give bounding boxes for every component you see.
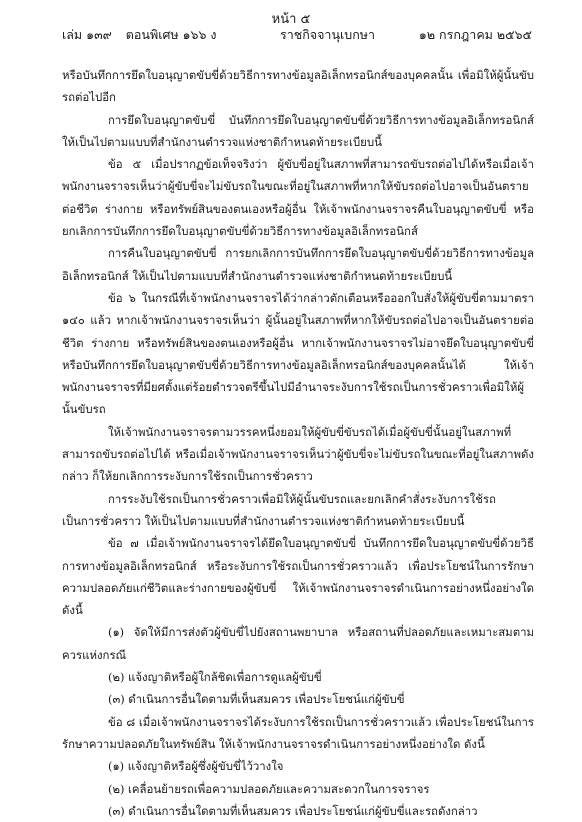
special-section-label: ตอนพิเศษ ๑๖๖ ง	[125, 27, 217, 42]
clause-7: ข้อ ๗ เมื่อเจ้าพนักงานจราจรได้ยึดใบอนุญาตขับขี่ บันทึกการยึดใบอนุญาตขับขี่ด้วยวิธีการทางข้อมูลอิเล็กทรอนิกส์ หรือระงับการใช้รถเป็นการชั่วคราวแล้ว เพื่อประโยชน์ในการรักษาความปลอดภัยแก่ชีวิตและร่างกายของผู้ขับขี่ ให้เจ้าพนักงานจราจรดำเนินการอย่างหนึ่งอย่างใด ดังนี้	[62, 536, 534, 618]
volume-label: เล่ม ๑๓๙	[62, 27, 112, 42]
document-body	[62, 64, 534, 822]
clause-5: ข้อ ๕ เมื่อปรากฏข้อเท็จจริงว่า ผู้ขับขี่อยู่ในสภาพที่สามารถขับรถต่อไปได้หรือเมื่อเจ้าพนักงานจราจรเห็นว่าผู้ขับขี่จะไม่ขับรถในขณะที่อยู่ในสภาพที่หากให้ขับรถต่อไปอาจเป็นอันตรายต่อชีวิต ร่างกาย หรือทรัพย์สินของตนเองหรือผู้อื่น ให้เจ้าพนักงานจราจรคืนใบอนุญาตขับขี่ หรือยกเลิกการบันทึกการยึดใบอนุญาตขับขี่ด้วยวิธีการทางข้อมูลอิเล็กทรอนิกส์	[62, 157, 534, 239]
list-item: (๒) เคลื่อนย้ายรถเพื่อความปลอดภัยและความสะดวกในการจราจร	[108, 781, 430, 796]
paragraph: การคืนใบอนุญาตขับขี่ การยกเลิกการบันทึกการยึดใบอนุญาตขับขี่ด้วยวิธีการทางข้อมูลอิเล็กทรอนิกส์ ให้เป็นไปตามแบบที่สำนักงานตำรวจแห่งชาติกำหนดท้ายระเบียบนี้	[62, 246, 534, 283]
paragraph: ให้เจ้าพนักงานจราจรตามวรรคหนึ่งยอมให้ผู้ขับขี่ขับรถได้เมื่อผู้ขับขี่นั้นอยู่ในสภาพที่สามารถขับรถต่อไปได้ หรือเมื่อเจ้าพนักงานจราจรเห็นว่าผู้ขับขี่จะไม่ขับรถในขณะที่อยู่ในสภาพดังกล่าว ก็ให้ยกเลิกการระงับการใช้รถเป็นการชั่วคราว	[62, 424, 534, 484]
list-item: (๑) จัดให้มีการส่งตัวผู้ขับขี่ไปยังสถานพยาบาล หรือสถานที่ปลอดภัยและเหมาะสมตามควรแห่งกรณี	[62, 625, 534, 662]
paragraph: การยึดใบอนุญาตขับขี่ บันทึกการยึดใบอนุญาตขับขี่ด้วยวิธีการทางข้อมูลอิเล็กทรอนิกส์ ให้เป็นไปตามแบบที่สำนักงานตำรวจแห่งชาติกำหนดท้ายระเบียบนี้	[62, 112, 534, 149]
list-item: (๓) ดำเนินการอื่นใดตามที่เห็นสมควร เพื่อประโยชน์แก่ผู้ขับขี่และรถดังกล่าว	[108, 803, 478, 818]
clause-8: ข้อ ๘ เมื่อเจ้าพนักงานจราจรได้ระงับการใช้รถเป็นการชั่วคราวแล้ว เพื่อประโยชน์ในการรักษาความปลอดภัยในทรัพย์สิน ให้เจ้าพนักงานจราจรดำเนินการอย่างหนึ่งอย่างใด ดังนี้	[62, 714, 534, 751]
clause-6: ข้อ ๖ ในกรณีที่เจ้าพนักงานจราจรได้ว่ากล่าวตักเตือนหรือออกใบสั่งให้ผู้ขับขี่ตามมาตรา ๑๔๐ แล้ว หากเจ้าพนักงานจราจรเห็นว่า ผู้นั้นอยู่ในสภาพที่หากให้ขับรถต่อไปอาจเป็นอันตรายต่อชีวิต ร่างกาย หรือทรัพย์สินของตนเองหรือผู้อื่น หากเจ้าพนักงานจราจรไม่อาจยึดใบอนุญาตขับขี่หรือบันทึกการยึดใบอนุญาตขับขี่ด้วยวิธีการทางข้อมูลอิเล็กทรอนิกส์ของบุคคลนั้นได้ ให้เจ้าพนักงานจราจรที่มียศตั้งแต่ร้อยตำรวจตรีขึ้นไปมีอำนาจระงับการใช้รถเป็นการชั่วคราวเพื่อมิให้ผู้นั้นขับรถ	[62, 290, 534, 417]
list-item: (๒) แจ้งญาติหรือผู้ใกล้ชิดเพื่อการดูแลผู้ขับขี่	[108, 670, 322, 685]
issue-info	[62, 25, 217, 45]
gazette-header	[62, 25, 532, 45]
gazette-name: ราชกิจจานุเบกษา	[280, 27, 376, 42]
list-item: (๑) แจ้งญาติหรือผู้ซึ่งผู้ขับขี่ไว้วางใจ	[108, 759, 284, 774]
page-number: หน้า ๕	[271, 12, 311, 27]
paragraph: การระงับใช้รถเป็นการชั่วคราวเพื่อมิให้ผู้นั้นขับรถและยกเลิกคำสั่งระงับการใช้รถเป็นการชั่วคราว ให้เป็นไปตามแบบที่สำนักงานตำรวจแห่งชาติกำหนดท้ายระเบียบนี้	[62, 491, 496, 528]
publication-date: ๑๒ กรกฎาคม ๒๕๖๕	[418, 27, 532, 42]
paragraph: หรือบันทึกการยึดใบอนุญาตขับขี่ด้วยวิธีการทางข้อมูลอิเล็กทรอนิกส์ของบุคคลนั้น เพื่อมิให้ผู้นั้นขับรถต่อไปอีก	[62, 68, 534, 105]
list-item: (๓) ดำเนินการอื่นใดตามที่เห็นสมควร เพื่อประโยชน์แก่ผู้ขับขี่	[108, 692, 405, 707]
